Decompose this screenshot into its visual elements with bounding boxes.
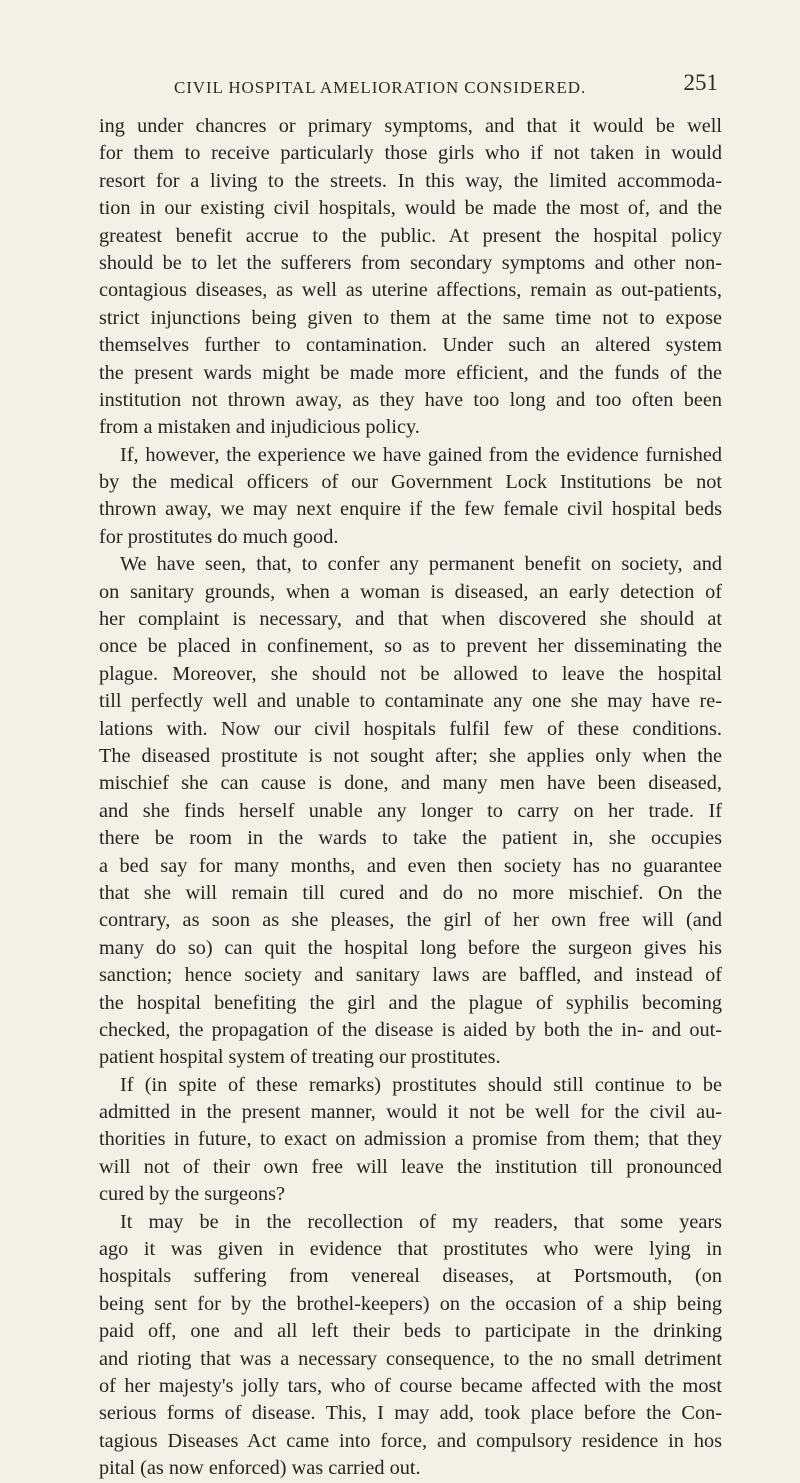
text-line: tagious Diseases Act came into force, and compulsory residence in hos bbox=[99, 1429, 722, 1452]
text-line: ago it was given in evidence that prostitutes who were lying in bbox=[99, 1238, 722, 1261]
text-line: ing under chancres or primary symptoms, and that it would be well bbox=[99, 115, 722, 137]
text-line: It may be in the recollection of my readers, that some years bbox=[120, 1210, 722, 1233]
text-line: by the medical officers of our Government Lock Institutions be not bbox=[99, 471, 722, 494]
text-line: pital (as now enforced) was carried out. bbox=[99, 1457, 421, 1480]
text-line: thrown away, we may next enquire if the few female civil hospital beds bbox=[99, 498, 722, 521]
page-number: 251 bbox=[683, 70, 718, 95]
text-line: on sanitary grounds, when a woman is diseased, an early detection of bbox=[99, 580, 722, 603]
running-head bbox=[98, 70, 720, 100]
text-line: plague. Moreover, she should not be allowed to leave the hospital bbox=[99, 662, 722, 685]
text-line: patient hospital system of treating our prostitutes. bbox=[99, 1046, 501, 1069]
text-line: many do so) can quit the hospital long before the surgeon gives his bbox=[99, 936, 722, 959]
text-line: from a mistaken and injudicious policy. bbox=[99, 416, 420, 439]
text-line: for them to receive particularly those girls who if not taken in would bbox=[99, 142, 722, 165]
text-line: there be room in the wards to take the patient in, she occupies bbox=[99, 827, 722, 850]
text-line: We have seen, that, to confer any permanent benefit on society, and bbox=[120, 553, 722, 576]
text-line: of her majesty's jolly tars, who of course became affected with the most bbox=[99, 1374, 722, 1397]
body-text bbox=[99, 113, 722, 1483]
text-line: contrary, as soon as she pleases, the girl of her own free will (and bbox=[99, 909, 722, 932]
text-line: her complaint is necessary, and that when discovered she should at bbox=[99, 608, 722, 631]
text-line: serious forms of disease. This, I may add, took place before the Con- bbox=[99, 1402, 722, 1425]
running-title: CIVIL HOSPITAL AMELIORATION CONSIDERED. bbox=[174, 78, 587, 97]
text-line: resort for a living to the streets. In this way, the limited accommoda- bbox=[99, 169, 722, 192]
text-line: institution not thrown away, as they have too long and too often been bbox=[99, 388, 722, 411]
text-line: till perfectly well and unable to contaminate any one she may have re- bbox=[99, 690, 722, 713]
text-line: and rioting that was a necessary consequence, to the no small detriment bbox=[99, 1347, 722, 1370]
text-line: sanction; hence society and sanitary laws are baffled, and instead of bbox=[99, 964, 722, 987]
text-line: should be to let the sufferers from secondary symptoms and other non- bbox=[99, 251, 722, 274]
text-line: the present wards might be made more efficient, and the funds of the bbox=[99, 361, 722, 384]
text-line: greatest benefit accrue to the public. At present the hospital policy bbox=[99, 224, 722, 247]
text-line: will not of their own free will leave the institution till pronounced bbox=[99, 1155, 722, 1178]
text-line: admitted in the present manner, would it not be well for the civil au- bbox=[99, 1101, 722, 1124]
text-line: themselves further to contamination. Under such an altered system bbox=[99, 334, 722, 357]
text-line: paid off, one and all left their beds to participate in the drinking bbox=[99, 1320, 722, 1343]
text-line: contagious diseases, as well as uterine affections, remain as out-patients, bbox=[99, 279, 722, 302]
text-line: being sent for by the brothel-keepers) on the occasion of a ship being bbox=[99, 1292, 722, 1315]
text-line: If, however, the experience we have gained from the evidence furnished bbox=[120, 443, 722, 466]
text-line: tion in our existing civil hospitals, would be made the most of, and the bbox=[99, 197, 722, 220]
text-line: checked, the propagation of the disease is aided by both the in- and out- bbox=[99, 1018, 722, 1041]
text-line: mischief she can cause is done, and many men have been diseased, bbox=[99, 772, 722, 795]
text-line: If (in spite of these remarks) prostitutes should still continue to be bbox=[120, 1073, 722, 1096]
text-line: strict injunctions being given to them at the same time not to expose bbox=[99, 306, 722, 329]
text-line: cured by the surgeons? bbox=[99, 1183, 286, 1206]
text-line: for prostitutes do much good. bbox=[99, 525, 339, 548]
text-line: lations with. Now our civil hospitals fulfil few of these conditions. bbox=[99, 717, 722, 740]
text-line: a bed say for many months, and even then society has no guarantee bbox=[99, 854, 722, 877]
text-line: that she will remain till cured and do no more mischief. On the bbox=[99, 881, 722, 904]
text-line: thorities in future, to exact on admission a promise from them; that they bbox=[99, 1128, 722, 1151]
text-line: The diseased prostitute is not sought after; she applies only when the bbox=[99, 744, 722, 767]
text-line: once be placed in confinement, so as to prevent her disseminating the bbox=[99, 635, 722, 658]
text-line: the hospital benefiting the girl and the plague of syphilis becoming bbox=[99, 991, 722, 1014]
text-line: hospitals suffering from venereal diseases, at Portsmouth, (on bbox=[99, 1265, 722, 1288]
text-line: and she finds herself unable any longer to carry on her trade. If bbox=[99, 799, 722, 822]
